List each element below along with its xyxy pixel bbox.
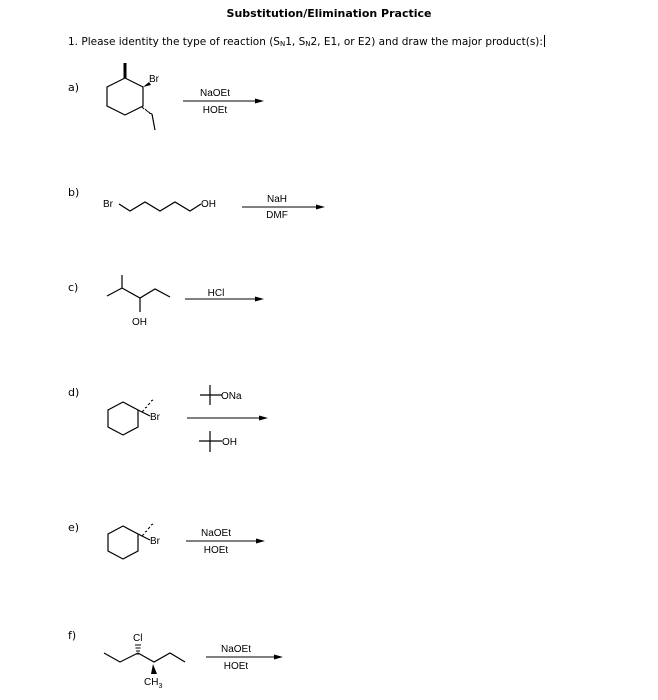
arrowhead-d bbox=[259, 416, 268, 421]
bromine-atom-d: Br bbox=[150, 412, 160, 423]
question-text-mid: 1, S bbox=[285, 36, 306, 48]
arrowhead-f bbox=[274, 655, 283, 660]
bromine-atom-e: Br bbox=[150, 536, 160, 547]
reagent-b-bottom: DMF bbox=[266, 210, 288, 221]
tert-butoxide-d bbox=[200, 385, 242, 405]
reagent-f-bottom: HOEt bbox=[223, 661, 249, 672]
ethyl-bond-a bbox=[152, 114, 155, 130]
reagent-e-bottom: HOEt bbox=[203, 545, 229, 556]
methyl-hashed-bond-d bbox=[142, 400, 153, 412]
methyl-hashed-bond-e bbox=[142, 524, 153, 536]
reagent-a-top: NaOEt bbox=[199, 88, 231, 99]
worksheet-title: Substitution/Elimination Practice bbox=[226, 7, 432, 20]
arrowhead-c bbox=[255, 297, 264, 302]
problem-label-a: a) bbox=[68, 81, 80, 94]
methyl-subscript-f: 3 bbox=[158, 683, 163, 690]
reagent-c-top: HCl bbox=[207, 288, 225, 299]
question-text-end: 2, E1, or E2) and draw the major product(s): bbox=[310, 36, 543, 48]
structure-f bbox=[104, 633, 185, 690]
structure-c bbox=[107, 275, 170, 328]
methyl-ch-f: CH bbox=[144, 677, 159, 688]
tert-butanol-d bbox=[199, 431, 237, 452]
structure-b bbox=[103, 199, 216, 211]
methyl-wedge-bond-f bbox=[151, 664, 157, 674]
carbon-chain-c bbox=[107, 288, 170, 298]
ring-substituent-bond-d bbox=[138, 410, 150, 416]
arrowhead-a bbox=[255, 99, 264, 104]
problem-label-f: f) bbox=[68, 629, 77, 642]
reagent-e-top: NaOEt bbox=[200, 528, 232, 539]
methyl-group-f bbox=[144, 677, 162, 690]
problem-label-e: e) bbox=[68, 521, 80, 534]
bromine-atom-b: Br bbox=[103, 199, 113, 210]
problem-label-d: d) bbox=[68, 386, 80, 399]
cyclohexane-ring-e bbox=[108, 526, 138, 559]
cyclohexane-ring-a bbox=[107, 78, 143, 115]
reagent-f-top: NaOEt bbox=[220, 644, 252, 655]
reagent-d-bottom: OH bbox=[222, 437, 237, 448]
hydroxyl-group-c: OH bbox=[132, 317, 147, 328]
structure-a bbox=[107, 63, 160, 130]
reagent-b-top: NaH bbox=[266, 194, 288, 205]
problem-label-b: b) bbox=[68, 186, 80, 199]
bromine-atom-a: Br bbox=[149, 74, 159, 85]
structure-e bbox=[108, 524, 161, 559]
hydroxyl-group-b: OH bbox=[201, 199, 216, 210]
reagent-a-bottom: HOEt bbox=[202, 105, 228, 116]
reagent-d-top: ONa bbox=[221, 391, 242, 402]
ethyl-hashed-bond-a bbox=[142, 107, 152, 114]
arrowhead-b bbox=[316, 205, 325, 210]
sn1-subscript: N bbox=[279, 40, 286, 48]
cyclohexane-ring-d bbox=[108, 402, 138, 435]
question-text-start: 1. Please identity the type of reaction (S bbox=[68, 36, 280, 48]
arrowhead-e bbox=[256, 539, 265, 544]
chlorine-atom-f: Cl bbox=[133, 633, 143, 644]
problem-label-c: c) bbox=[68, 281, 79, 294]
sn2-subscript: N bbox=[305, 40, 311, 48]
structure-d bbox=[108, 400, 161, 435]
ring-substituent-bond-e bbox=[138, 534, 150, 540]
carbon-chain-f bbox=[104, 653, 185, 662]
carbon-chain-b bbox=[119, 202, 201, 211]
